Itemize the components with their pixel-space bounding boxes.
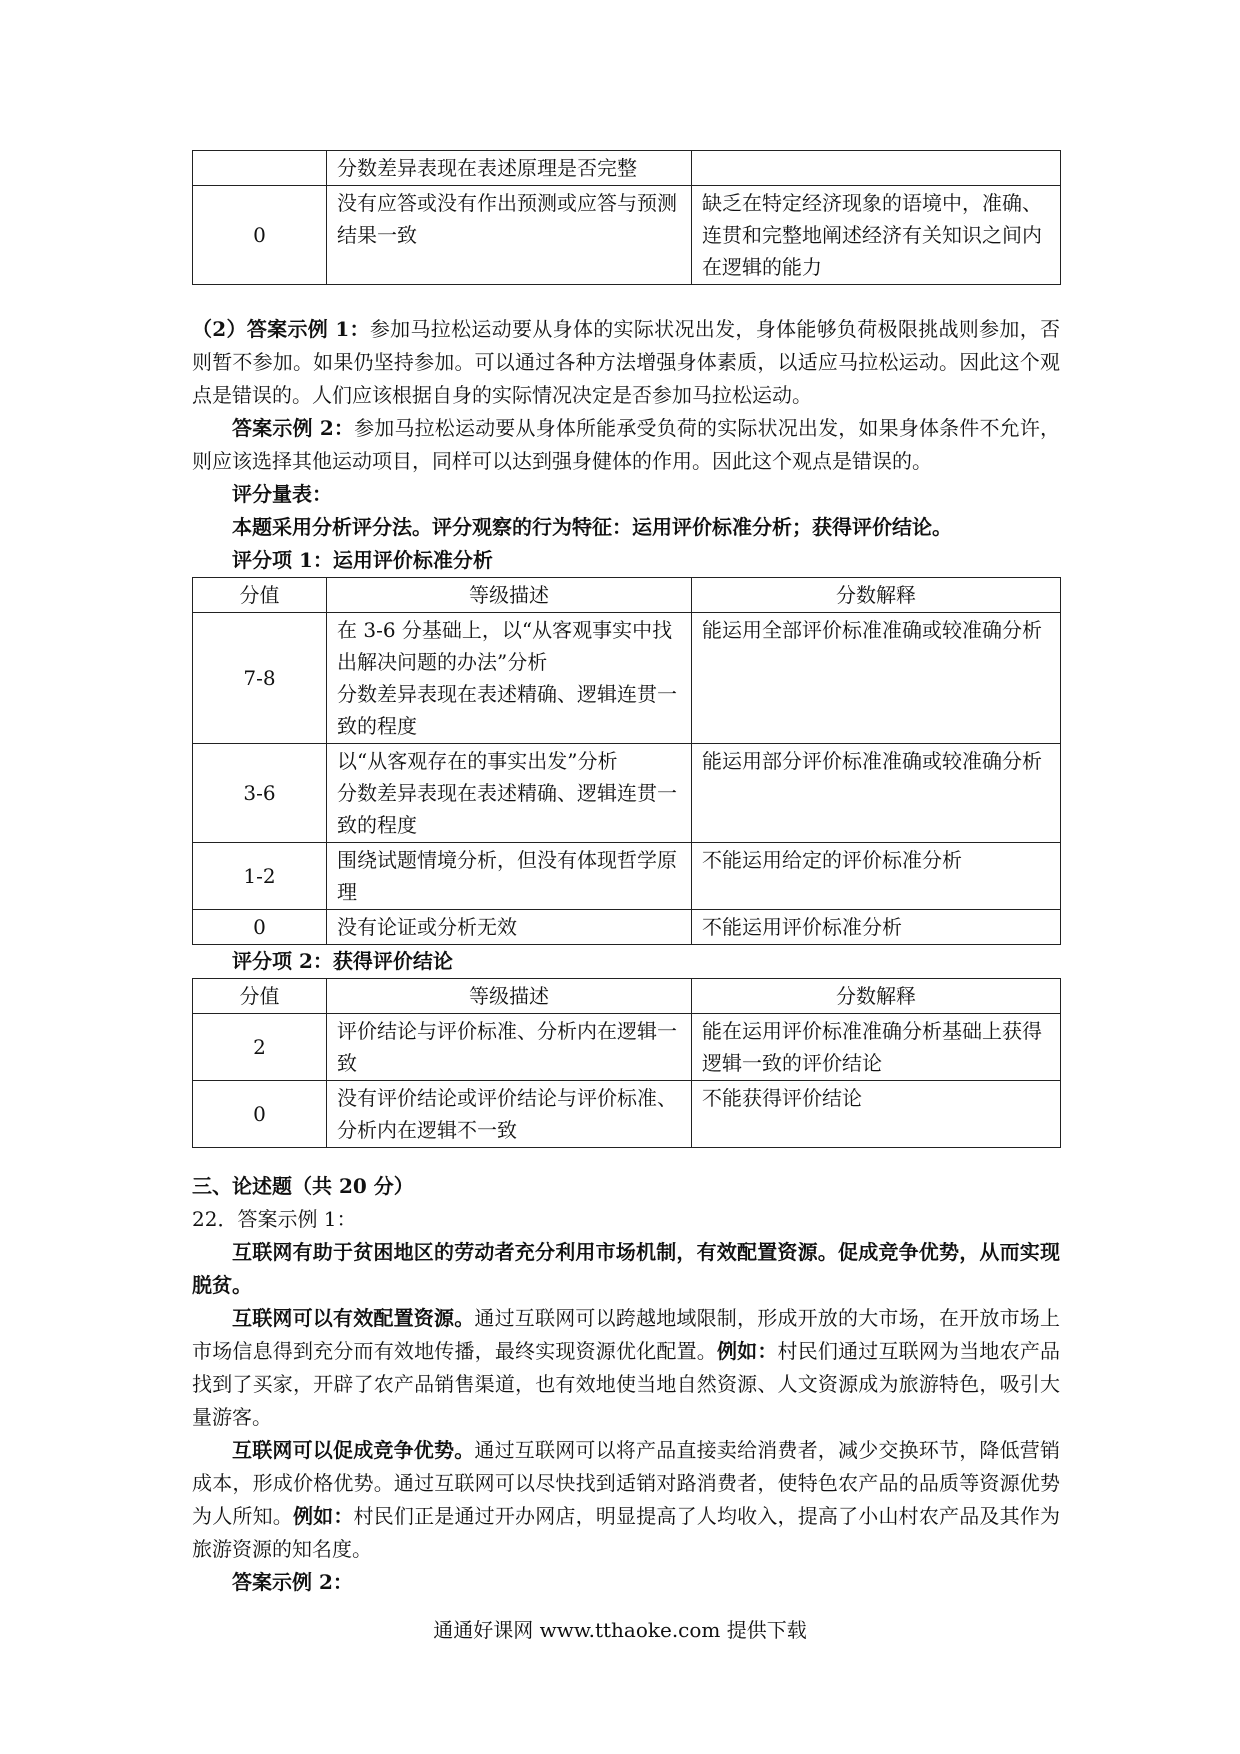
- table-row: [193, 151, 1061, 186]
- table-header-row: [193, 979, 1061, 1014]
- thesis-paragraph: 互联网有助于贫困地区的劳动者充分利用市场机制，有效配置资源。促成竞争优势，从而实现脱贫。: [192, 1240, 1060, 1297]
- p1-example-text: 村民们通过互联网为当地农产品找到了买家，开辟了农产品销售渠道，也有效地使当地自然资源、人文资源成为旅游特色，吸引大量游客。: [192, 1339, 1061, 1429]
- explain-cell: 能运用部分评价标准准确或较准确分析: [692, 744, 1061, 843]
- header-score: 分值: [193, 979, 327, 1014]
- level-cell: 分数差异表现在表述原理是否完整: [327, 151, 692, 186]
- header-level: 等级描述: [327, 979, 692, 1014]
- explain-cell: 能运用全部评价标准准确或较准确分析: [692, 613, 1061, 744]
- table-row: [193, 843, 1061, 910]
- header-explain: 分数解释: [692, 979, 1061, 1014]
- rubric-title: 评分量表：: [232, 482, 332, 506]
- scoring-table-1: [192, 577, 1061, 945]
- score-cell: 3-6: [193, 744, 327, 843]
- table-row: [193, 744, 1061, 843]
- header-level: 等级描述: [327, 578, 692, 613]
- p1-example-label: 例如：: [716, 1339, 778, 1363]
- p1-heading: 互联网可以有效配置资源。: [232, 1306, 475, 1330]
- level-text: 在 3-6 分基础上，以“从客观事实中找出解决问题的办法”分析: [337, 618, 673, 674]
- answer-example-1: [192, 313, 1060, 412]
- table-row: [193, 1014, 1061, 1081]
- score-cell: 2: [193, 1014, 327, 1081]
- p2-text: 通过互联网可以将产品直接卖给消费者，减少交换环节，降低营销成本，形成价格优势。通过互联网可以尽快找到适销对路消费者，使特色农产品的品质等资源优势为人所知。: [192, 1438, 1061, 1528]
- document-page: [192, 150, 1060, 1599]
- scoring-table-2: [192, 978, 1061, 1148]
- score-cell: 7-8: [193, 613, 327, 744]
- score-cell: 0: [193, 1081, 327, 1148]
- section-title: 三、论述题（共 20 分）: [192, 1174, 414, 1198]
- answer-example-2-label: 答案示例 2：: [232, 416, 355, 440]
- level-note: 分数差异表现在表述精确、逻辑连贯一致的程度: [337, 682, 677, 738]
- p1-text: 通过互联网可以跨越地域限制，形成开放的大市场，在开放市场上市场信息得到充分而有效地传播，最终实现资源优化配置。: [192, 1306, 1061, 1363]
- table-row: [193, 613, 1061, 744]
- scoring-table-continued: [192, 150, 1061, 285]
- header-explain: 分数解释: [692, 578, 1061, 613]
- level-cell: 评价结论与评价标准、分析内在逻辑一致: [327, 1014, 692, 1081]
- table-row: [193, 910, 1061, 945]
- table-row: [193, 1081, 1061, 1148]
- score-cell: 0: [193, 186, 327, 285]
- explain-cell: 不能运用给定的评价标准分析: [692, 843, 1061, 910]
- level-cell: 围绕试题情境分析，但没有体现哲学原理: [327, 843, 692, 910]
- question-22-text: 22．答案示例 1：: [192, 1207, 357, 1231]
- header-score: 分值: [193, 578, 327, 613]
- level-cell: [327, 744, 692, 843]
- answer-example-2-heading: 答案示例 2：: [232, 1570, 353, 1594]
- question-22-label: [192, 1203, 1060, 1236]
- level-text: 以“从客观存在的事实出发”分析: [337, 749, 618, 773]
- level-cell: 没有评价结论或评价结论与评价标准、分析内在逻辑不一致: [327, 1081, 692, 1148]
- level-note: 分数差异表现在表述精确、逻辑连贯一致的程度: [337, 781, 677, 837]
- explain-cell: 能在运用评价标准准确分析基础上获得逻辑一致的评价结论: [692, 1014, 1061, 1081]
- score-cell: [193, 151, 327, 186]
- explain-cell: [692, 151, 1061, 186]
- scoring-method: 本题采用分析评分法。评分观察的行为特征：运用评价标准分析；获得评价结论。: [232, 515, 952, 539]
- score-cell: 0: [193, 910, 327, 945]
- p2-example-text: 村民们正是通过开办网店，明显提高了人均收入，提高了小山村农产品及其作为旅游资源的知名度。: [192, 1504, 1061, 1561]
- scoring-item-1-title: 评分项 1：运用评价标准分析: [232, 548, 493, 572]
- explain-cell: 缺乏在特定经济现象的语境中，准确、连贯和完整地阐述经济有关知识之间内在逻辑的能力: [692, 186, 1061, 285]
- level-cell: 没有应答或没有作出预测或应答与预测结果一致: [327, 186, 692, 285]
- table-header-row: [193, 578, 1061, 613]
- answer-example-2-text: 参加马拉松运动要从身体所能承受负荷的实际状况出发，如果身体条件不允许，则应该选择其他运动项目，同样可以达到强身健体的作用。因此这个观点是错误的。: [192, 416, 1060, 473]
- answer-example-1-label: （2）答案示例 1：: [192, 317, 370, 341]
- page-footer: 通通好课网 www.tthaoke.com 提供下载: [433, 1618, 807, 1642]
- level-cell: 没有论证或分析无效: [327, 910, 692, 945]
- p2-heading: 互联网可以促成竞争优势。: [232, 1438, 475, 1462]
- p2-example-label: 例如：: [292, 1504, 354, 1528]
- table-row: [193, 186, 1061, 285]
- answer-example-1-text: 参加马拉松运动要从身体的实际状况出发，身体能够负荷极限挑战则参加，否则暂不参加。如果仍坚持参加。可以通过各种方法增强身体素质，以适应马拉松运动。因此这个观点是错误的。人们应该根据自身的实际情况决定是否参加马拉松运动。: [192, 317, 1061, 407]
- score-cell: 1-2: [193, 843, 327, 910]
- answer-example-2: [192, 412, 1060, 478]
- explain-cell: 不能获得评价结论: [692, 1081, 1061, 1148]
- body-paragraph-1: [192, 1302, 1060, 1434]
- scoring-item-2-title: 评分项 2：获得评价结论: [232, 949, 453, 973]
- level-cell: [327, 613, 692, 744]
- body-paragraph-2: [192, 1434, 1060, 1566]
- explain-cell: 不能运用评价标准分析: [692, 910, 1061, 945]
